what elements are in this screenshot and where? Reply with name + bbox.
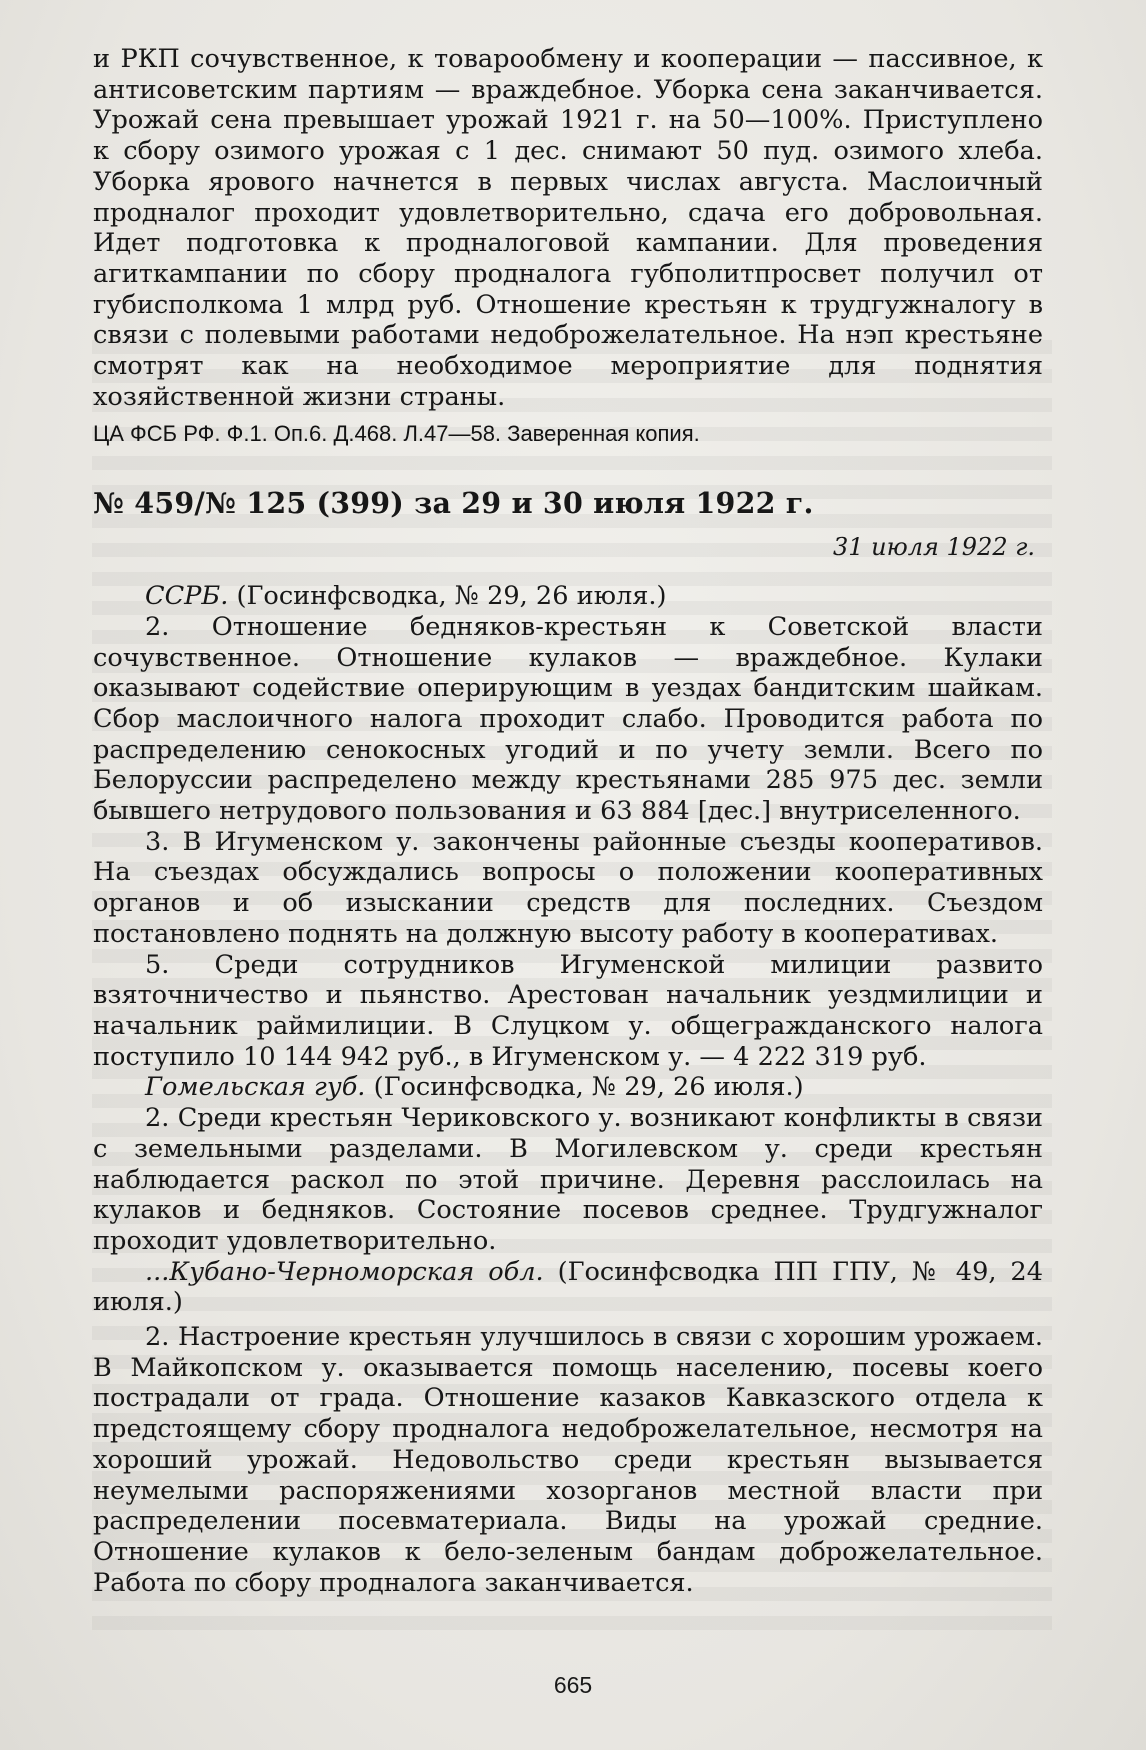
- page-number: 665: [553, 1672, 593, 1698]
- region-name: ССРБ.: [145, 581, 229, 612]
- region-name: Гомельская губ.: [145, 1072, 366, 1103]
- paragraph: 2. Настроение крестьян улучшилось в связи с хорошим урожаем. В Майкопском у. оказывается помощь населению, посевы коего пострадали от града. Отношение казаков Кавказского отдела к предстоящему сбору продналога недоброжелательное, несмотря на хороший урожай. Недовольство среди крестьян вызывается неумелыми распоряжениями хозорганов местной власти при распределении посевматериала. Виды на урожай средние. Отношение кулаков к бело-зеленым бандам доброжелательное. Работа по сбору продналога заканчивается.: [93, 1322, 1043, 1598]
- source-reference: (Госинфсводка, № 29, 26 июля.): [365, 1072, 804, 1103]
- paragraph-top: и РКП сочувственное, к товарообмену и кооперации — пассивное, к антисоветским партиям — враждебное. Уборка сена заканчивается. Урожай сена превышает урожай 1921 г. на 50—100%. Приступлено к сбору озимого урожая с 1 дес. снимают 50 пуд. озимого хлеба. Уборка ярового начнется в первых числах августа. Маслоичный продналог проходит удовлетворительно, сдача его добровольная. Идет подготовка к продналоговой кампании. Для проведения агиткампании по сбору продналога губполитпросвет получил от губисполкома 1 млрд руб. Отношение крестьян к трудгужналогу в связи с полевыми работами недоброжелательное. На нэп крестьяне смотрят как на необходимое мероприятие для поднятия хозяйственной жизни страны.: [93, 44, 1043, 412]
- source-reference: (Госинфсводка, № 29, 26 июля.): [228, 581, 667, 612]
- section-ssrb-heading: [93, 581, 1043, 612]
- document-date: 31 июля 1922 г.: [832, 533, 1035, 562]
- source-reference: (Госинфсводка ПП ГПУ, № 49, 24 июля.): [93, 1256, 1043, 1318]
- archive-source-line: ЦА ФСБ РФ. Ф.1. Оп.6. Д.468. Л.47—58. Заверенная копия.: [93, 421, 700, 447]
- paragraph: 3. В Игуменском у. закончены районные съезды кооперативов. На съездах обсуждались вопросы о положении кооперативных органов и об изыскании средств для последних. Съездом постановлено поднять на должную высоту работу в кооперативах.: [93, 826, 1043, 949]
- section-kuban-heading: [93, 1257, 1043, 1318]
- section-gomel-heading: [93, 1072, 1043, 1103]
- paragraph: 2. Отношение бедняков-крестьян к Советской власти сочувственное. Отношение кулаков — враждебное. Кулаки оказывают содействие оперирующим в уездах бандитским шайкам. Сбор маслоичного налога проходит слабо. Проводится работа по распределению сенокосных угодий и по учету земли. Всего по Белоруссии распределено между крестьянами 285 975 дес. земли бывшего нетрудового пользования и 63 884 [дес.] внутриселенного.: [93, 611, 1043, 827]
- paragraph: 2. Среди крестьян Чериковского у. возникают конфликты в связи с земельными разделами. В Могилевском у. среди крестьян наблюдается раскол по этой причине. Деревня расслоилась на кулаков и бедняков. Состояние посевов среднее. Трудгужналог проходит удовлетворительно.: [93, 1103, 1043, 1256]
- document-body: [93, 44, 1043, 1598]
- document-heading: № 459/№ 125 (399) за 29 и 30 июля 1922 г.: [93, 486, 814, 521]
- region-name: ...Кубано-Черноморская обл.: [145, 1256, 544, 1287]
- paragraph: 5. Среди сотрудников Игуменской милиции развито взяточничество и пьянство. Арестован начальник уездмилиции и начальник раймилиции. В Слуцком у. общегражданского налога поступило 10 144 942 руб., в Игуменском у. — 4 222 319 руб.: [93, 949, 1043, 1072]
